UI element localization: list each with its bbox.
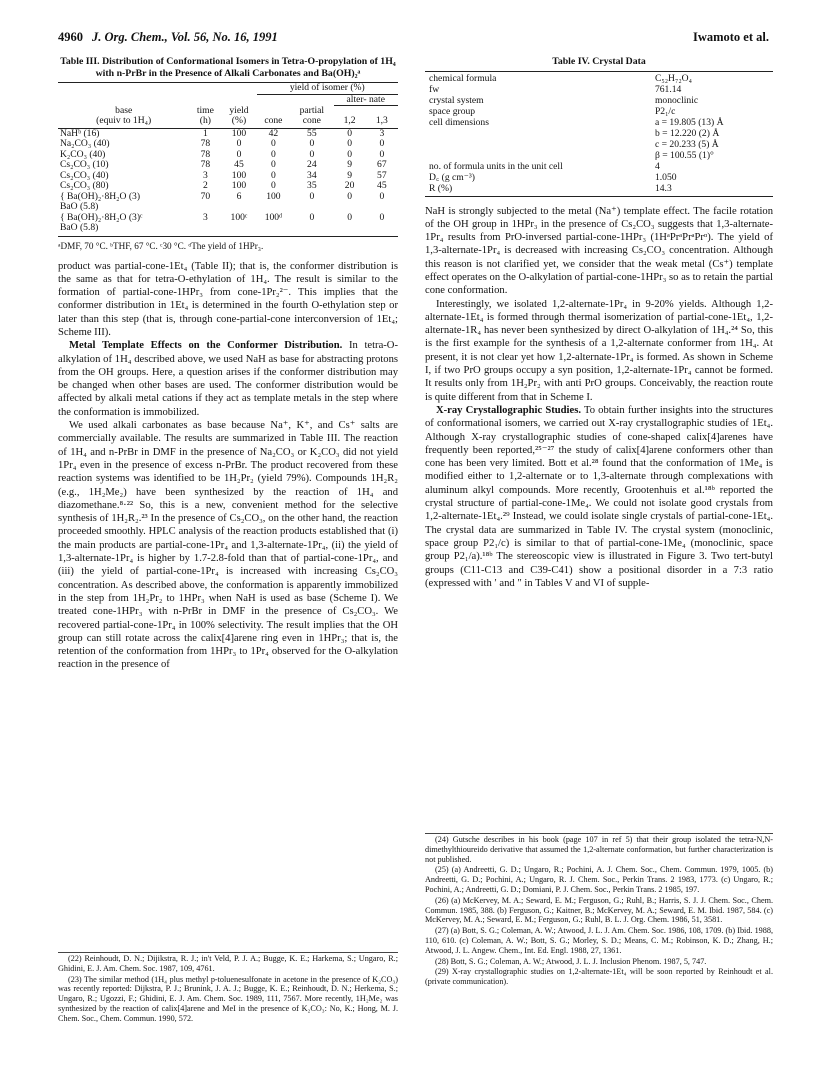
table-cell-a13: 0 (379, 138, 385, 149)
table-row (425, 128, 773, 139)
table-cell-cone: 0 (270, 159, 276, 170)
table-cell-a13: 45 (377, 180, 387, 191)
table-cell-value: b = 12.220 (2) Å (654, 127, 720, 139)
partial-header: partial (299, 104, 325, 116)
table-cell-label: cell dimensions (429, 116, 489, 128)
table-row (425, 161, 773, 172)
time-header: time (196, 104, 214, 116)
table-cell-yield: 45 (234, 159, 244, 170)
table-cell-time: 78 (200, 138, 211, 149)
table-cell-yield: 100 (231, 180, 247, 191)
table-cell-value: P2₁/c (654, 105, 676, 117)
alt-12-header: 1,2 (334, 116, 366, 128)
table-cell-base: BaO (5.8) (60, 201, 99, 212)
table-cell-cone (257, 202, 291, 213)
table-cell-base: Cs₂CO₃ (80) (60, 180, 109, 191)
footnote: (26) (a) McKervey, M. A.; Seward, E. M.; Ferguson, G.; Ruhl, B.; Harris, S. J. J. Chem. Soc., Chem. Commun. 1985, 388. (b) Ferguson, G.; Kaitner, B.; McKervey, M. A.; Seward, E. M. Ibid. 1987, 584. (c) McKervey, M. A.; Seward, E. M.; Ferguson, G.; Ruhl, B. L. J. Org. Chem. 1986, 51, 3581. (425, 895, 773, 925)
table-cell-label: fw (429, 83, 440, 95)
table-cell-partial: 0 (309, 138, 315, 149)
paragraph: NaH is strongly subjected to the metal (Na⁺) template effect. The facile rotation of the OH group in 1HPr₃ in the presence of Cs₂CO₃ suggests that 1,3-alternate-1Pr₄ results from PrO-inversed partial-cone-1HPr₃ (1HᵃPrᵃPrᵃPrᵅ). The yield of 1,3-alternate-1Pr₄ is decreased with increasing Cs₂CO₃ concentration. Although this reason is not clarified yet, we consider that the weak metal (Cs⁺) template effect operates on the O-alkylation of partial-cone-1HPr₃ so as to retain the partial cone conformation. (425, 205, 773, 297)
table-cell-yield (221, 202, 256, 213)
table-3-caption: Table III. Distribution of Conformational Isomers in Tetra-O-propylation of 1H₄ with n-PrBr in the Presence of Alkali Carbonates and Ba(OH)₂ᵃ (60, 56, 396, 79)
table-cell-partial: 34 (307, 169, 317, 181)
table-cell-partial: 0 (309, 211, 315, 223)
table-row (425, 84, 773, 95)
table-cell-a12 (334, 223, 366, 236)
table-row (425, 95, 773, 106)
running-head (58, 30, 769, 46)
table-cell-label: D꜀ (g cm⁻³) (429, 171, 475, 183)
table-row (425, 71, 773, 84)
section-heading: Metal Template Effects on the Conformer Distribution. (69, 340, 343, 352)
table-cell-a12 (334, 202, 366, 213)
table-cell-partial: 0 (309, 148, 315, 160)
table-cell-yield: 6 (236, 190, 242, 202)
table-cell-label (425, 150, 651, 161)
table-cell-partial: 35 (307, 180, 317, 191)
table-cell-yield: 0 (236, 148, 242, 160)
cone-header: cone (257, 116, 291, 128)
table-cell-time: 1 (202, 127, 208, 139)
table-4 (425, 71, 773, 197)
footnote-rule (58, 952, 398, 953)
paragraph (58, 339, 398, 419)
table-cell-yield (221, 223, 256, 236)
table-cell-label: space group (429, 105, 476, 117)
table-cell-time (189, 202, 221, 213)
table-cell-yield: 0 (236, 138, 242, 149)
table-cell-yield: 100 (231, 127, 247, 139)
table-cell-time: 78 (200, 148, 211, 160)
table-cell-partial: 0 (309, 190, 315, 202)
paragraph: Interestingly, we isolated 1,2-alternate-1Pr₄ in 9-20% yields. Although 1,2-alternate-1Et₄ is formed through thermal isomerization of partial-cone-1Et₄, 1,2-alternate-1R₄ has never been synthesized by direct O-alkylation of 1H₄.²⁴ So, this is the first example for the synthesis of a 1,2-alternate conformer from 1H₄. At present, it is not clear yet how 1,2-alternate-1Pr₄ is formed. As shown in Scheme I, if two PrO groups occupy a syn position, 1,2-alternate-1Pr₄ cannot be formed. It results only from 1H₂Pr₂ with anti PrO groups. Conceivably, the reaction route is quite different from that in Scheme I. (425, 298, 773, 403)
table-cell-base: NaHᵇ (16) (60, 127, 100, 139)
footnote: (25) (a) Andreetti, G. D.; Ungaro, R.; Pochini, A. J. Chem. Soc., Chem. Commun. 1979, 1005. (b) Andreetti, G. D.; Pochini, A.; Ungaro, R. J. Chem. Soc., Perkin Trans. 2 1983, 1773. (c) Ungaro, R.; Pochini, A.; Andreetti, G. D.; Domiani, P. J. Chem. Soc., Perkin Trans. 2 1985, 197. (425, 865, 773, 894)
table-cell-base: { Ba(OH)₂·8H₂O (3) (60, 190, 141, 202)
table-row (58, 139, 398, 150)
yield-of-isomer-header: yield of isomer (%) (257, 83, 398, 95)
table-cell-a12: 0 (347, 148, 352, 160)
table-cell-base: Na₂CO₃ (40) (60, 138, 110, 149)
left-column (58, 56, 398, 672)
table-cell-value: 1.050 (654, 171, 677, 183)
journal-citation: J. Org. Chem., Vol. 56, No. 16, 1991 (92, 30, 278, 44)
table-cell-value: c = 20.233 (5) Å (654, 138, 719, 150)
table-cell-a13: 67 (377, 159, 387, 170)
right-column (425, 56, 773, 590)
table-cell-a12: 0 (347, 127, 352, 139)
table-cell-time: 3 (202, 169, 208, 181)
table-cell-cone: 100 (266, 190, 281, 202)
table-cell-base: { Ba(OH)₂·8H₂O (3)ᶜ (60, 211, 143, 223)
table-cell-a13: 0 (379, 148, 385, 160)
table-cell-partial (290, 202, 333, 213)
table-cell-a13: 3 (379, 127, 385, 139)
table-cell-value: β = 100.55 (1)° (654, 149, 714, 161)
paragraph: We used alkali carbonates as base because Na⁺, K⁺, and Cs⁺ salts are commercially available. The results are summarized in Table III. The reaction of 1H₄ and n-PrBr in DMF in the presence of Na₂CO₃ or K₂CO₃ did not yield 1Pr₄ even in the presence of excess n-PrBr. The product recovered from these reaction systems was identified to be 1H₂Pr₂ (yield 79%). Compounds 1H₂R₂ (e.g., 1H₂Me₂) have been synthesized by the reaction of 1H₄ and diazomethane.⁸·²² So, this is a new, convenient method for the selective synthesis of 1H₂R₂.²³ In the presence of Cs₂CO₃, on the other hand, the reaction proceeded smoothly. HPLC analysis of the reaction products established that (i) the main products are partial-cone-1Pr₄ and 1,3-alternate-1Pr₄, (ii) the yield of 1,3-alternate-1Pr₄ is higher by 1.7-2.8-fold than that of partial-cone-1Pr₄, and (iii) the yield of partial-cone-1Pr₄ is increased with increasing Cs₂CO₃ concentration. As described above, the conformation is apparently immobilized in the step from 1H₂Pr₂ to 1HPr₃ when NaH is used as base (Scheme I). We treated cone-1HPr₃ with n-PrBr in DMF in the presence of Cs₂CO₃. We recovered partial-cone-1Pr₄ in 100% selectivity. The result implies that the OH group can still rotate across the calix[4]arene ring even in 1HPr₃; that is, the retention of the conformation from 1HPr₃ to 1Pr₄ observed for the O-alkylation reaction in the presence of (58, 420, 398, 671)
yield-unit-header: (%) (221, 116, 256, 128)
alternate-header: alter- nate (334, 94, 399, 106)
footnote: (23) The similar method (1H₄ plus methyl p-toluenesulfonate in acetone in the presence of K₂CO₃) was recently reported: Dijkstra, P. J.; Brunink, J. A. J.; Bugge, K. E.; Reinhoudt, D. N.; Herkema, S.; Ungaro, R.; Ugozzi, F.; Ghidini, E. J. Am. Chem. Soc. 1989, 111, 7567. More recently, 1H₂Me₂ was synthesized by the reaction of calix[4]arene and MeI in the presence of K₂CO₃: No, K.; Hong, M. J. Chem. Soc., Chem. Commun. 1990, 572. (58, 974, 398, 1023)
footnotes-right (425, 833, 773, 988)
table-row (425, 106, 773, 117)
table-cell-label (425, 128, 651, 139)
table-row (58, 223, 398, 236)
table-row (425, 117, 773, 128)
table-cell-value: 4 (654, 160, 660, 172)
table-cell-a13: 0 (379, 190, 385, 202)
table-cell-label (425, 139, 651, 150)
table-cell-a12: 9 (347, 159, 352, 170)
table-row (58, 192, 398, 203)
table-row (58, 213, 398, 224)
table-cell-partial: 55 (307, 127, 317, 139)
time-unit-header: (h) (189, 116, 221, 128)
table-cell-value: 14.3 (651, 183, 773, 197)
table-cell-base: Cs₂CO₃ (40) (60, 169, 109, 181)
table-cell-value: a = 19.805 (13) Å (654, 116, 724, 128)
table-cell-cone: 0 (270, 148, 276, 160)
table-cell-label: crystal system (429, 94, 484, 106)
table-cell-time: 3 (202, 211, 208, 223)
footnote-rule (425, 833, 773, 834)
table-cell-a13 (366, 223, 398, 236)
equiv-header: (equiv to 1H₄) (58, 116, 189, 128)
page-number: 4960 (58, 30, 83, 44)
table-row (58, 181, 398, 192)
table-cell-value: 761.14 (654, 83, 682, 95)
table-cell-base: K₂CO₃ (40) (60, 148, 106, 160)
partial-cone-header: cone (290, 116, 333, 128)
base-header: base (115, 104, 133, 116)
table-cell-label: no. of formula units in the unit cell (429, 160, 563, 172)
table-cell-a12: 9 (347, 169, 352, 181)
table-cell-base: BaO (5.8) (58, 223, 189, 236)
table-cell-a13: 57 (377, 169, 387, 181)
table-cell-yield: 100ᶜ (230, 211, 248, 223)
table-cell-a12: 0 (347, 211, 352, 223)
table-row (425, 172, 773, 183)
footnote: (28) Bott, S. G.; Coleman, A. W.; Atwood, J. L. J. Inclusion Phenom. 1987, 5, 747. (435, 956, 707, 966)
table-cell-a12: 0 (347, 138, 352, 149)
table-cell-yield: 100 (231, 169, 247, 181)
section-heading: X-ray Crystallographic Studies. (436, 404, 581, 416)
table-cell-time: 2 (202, 180, 208, 191)
table-cell-a13: 0 (379, 211, 385, 223)
yield-header: yield (229, 104, 249, 116)
table-cell-cone: 0 (270, 169, 276, 181)
paragraph (425, 404, 773, 590)
footnote: (24) Gutsche describes in his book (page 107 in ref 5) that their group isolated the tetra-N,N-dimethylthioureido derivative that assumed the 1,2-alternate conformation, but further characterization is not published. (425, 835, 773, 864)
table-row (425, 150, 773, 161)
table-cell-label: chemical formula (425, 71, 651, 84)
table-cell-value: monoclinic (654, 94, 699, 106)
paragraph-text: To obtain further insights into the structures of conformational isomers, we carried out X-ray crystallographic studies of 1Et₄. Although X-ray crystallographic studies of cone-shaped calix[4]arenes have frequently been reported,²⁵⁻²⁷ the study of calix[4]arene conformers other than cone has been very limited. Bott et al.²⁸ found that the conformation of 1Me₄ is modified either to 1,2-alternate or to 1,3-alternate through complexations with aluminum alkyl compounds. More recently, Grootenhuis et al.¹⁸ᵇ reported the crystal structure of partial-cone-1Me₄. We could not isolate good crystals from 1,2-alternate-1Et₄.²⁹ Instead, we could isolate single crystals of partial-cone-1Et₄. The crystal data are summarized in Table IV. The crystal system (monoclinic, space group P2₁/c) is similar to that of partial-cone-1Me₄ (monoclinic, space group P2₁/a).¹⁸ᵇ The stereoscopic view is illustrated in Figure 3. Two tert-butyl groups (C11-C13 and C39-C41) show a positional disorder in a 7:3 ratio (expressed with ′ and ″ in Tables V and VI of supple- (425, 404, 773, 589)
table-4-caption: Table IV. Crystal Data (552, 56, 646, 67)
table-cell-time: 78 (200, 159, 211, 170)
footnote: (27) (a) Bott, S. G.; Coleman, A. W.; Atwood, J. L. J. Am. Chem. Soc. 1986, 108, 1709. (b) Ibid. 1988, 110, 610. (c) Coleman, A. W.; Bott, S. G.; Morley, S. D.; Means, C. M.; Robinson, K. D.; Zhang, H.; Atwood, J. L. Angew. Chem., Int. Ed. Engl. 1988, 27, 1361. (425, 926, 773, 955)
running-authors: Iwamoto et al. (692, 30, 769, 44)
table-cell-a12: 0 (347, 190, 352, 202)
table-cell-base: Cs₂CO₃ (10) (60, 159, 109, 170)
table-cell-value: C₅₂H₇₂O₄ (651, 71, 773, 84)
table-cell-cone (257, 223, 291, 236)
table-cell-partial: 24 (307, 159, 317, 170)
table-cell-cone: 0 (270, 138, 276, 149)
table-row (425, 139, 773, 150)
footnote: (22) Reinhoudt, D. N.; Dijikstra, R. J.; in't Veld, P. J. A.; Bugge, K. E.; Harkema, S.; Ungaro, R.; Ghidini, E. J. Am. Chem. Soc. 1987, 109, 4761. (58, 954, 398, 973)
table-cell-label: R (%) (425, 183, 651, 197)
table-row (58, 202, 398, 213)
table-row (425, 183, 773, 197)
table-cell-a12: 20 (344, 180, 355, 191)
alt-13-header: 1,3 (366, 116, 398, 128)
table-3 (58, 82, 398, 237)
table-cell-cone: 100ᵈ (264, 211, 283, 223)
table-row (58, 160, 398, 171)
table-cell-a13 (366, 202, 398, 213)
table-cell-cone: 0 (270, 180, 276, 191)
footnote: (29) X-ray crystallographic studies on 1,2-alternate-1Et₄ will be soon reported by Reinhoudt et al. (private communication). (425, 967, 773, 987)
table-cell-partial (290, 223, 333, 236)
table-cell-time (189, 223, 221, 236)
paragraph: product was partial-cone-1Et₄ (Table II); that is, the conformer distribution is the same as that for tetra-O-ethylation of 1H₄. The result is similar to the formation of partial-cone-1HPr₃ from cone-1Pr₂²⁻. This implies that the conformer distribution in 1Et₄ is determined in the fourth O-ethylation step or later than this step (that is, through cone-partial-cone interconversion of 1Et₄; Scheme III). (58, 260, 398, 338)
footnotes-left (58, 952, 398, 1025)
table-cell-cone: 42 (268, 127, 279, 139)
table-3-footnote: ᵃDMF, 70 °C. ᵇTHF, 67 °C. ᶜ30 °C. ᵈThe yield of 1HPr₃. (58, 240, 264, 251)
table-cell-time: 70 (200, 190, 211, 202)
paragraph-text: In tetra-O-alkylation of 1H₄ described above, we used NaH as base for abstracting protons from the OH groups. Here, a question arises if the conformer distribution may be changed when other bases are used. The conformer distribution would be affected by alkali metal cations if they act as template metals in the step where the conformation is immobilized. (58, 340, 398, 418)
